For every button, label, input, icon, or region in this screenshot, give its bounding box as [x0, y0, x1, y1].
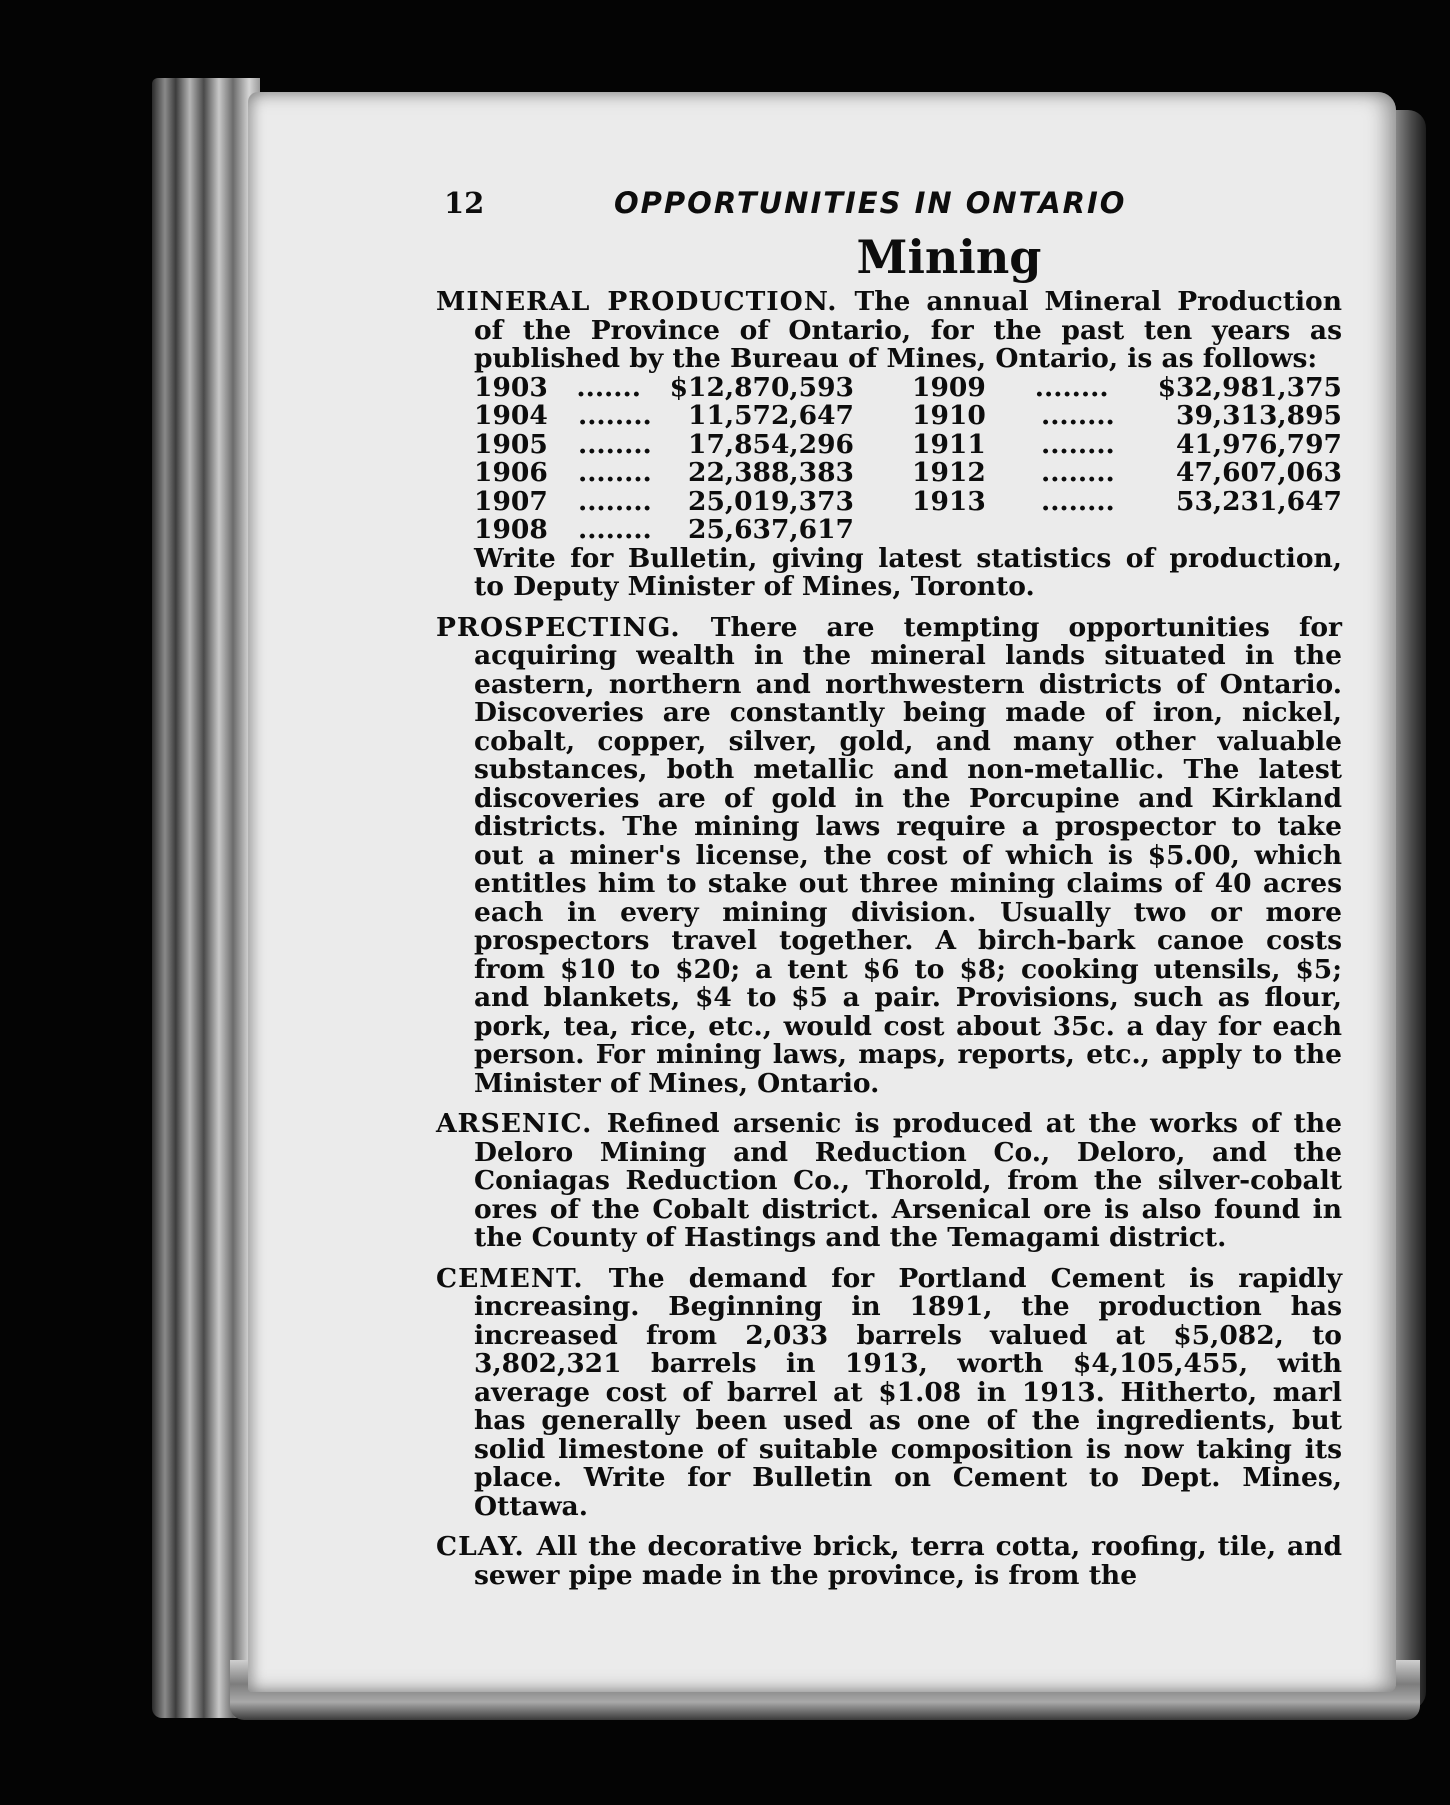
table-amount: $32,981,375	[1157, 371, 1342, 403]
production-table	[474, 371, 1342, 545]
mineral-production-footer: Write for Bulletin, giving latest statistics of production, to Deputy Minister of Mines, Toronto.	[474, 542, 1342, 602]
table-year: 1903	[474, 371, 548, 403]
table-amount: 47,607,063	[1176, 457, 1342, 488]
arsenic-text: Refined arsenic is produced at the works of the Deloro Mining and Reduction Co., Deloro, and the Coniagas Reduction Co., Thorold, from the silver-cobalt ores of the Cobalt district. Arsenical ore is also found in the County of Hastings and the Temagami district.	[474, 1108, 1342, 1253]
table-year: 1912	[912, 457, 986, 488]
table-row	[474, 485, 854, 517]
table-year: 1905	[474, 428, 548, 460]
table-row	[912, 428, 1342, 460]
table-row	[474, 516, 854, 545]
table-year: 1904	[474, 400, 548, 431]
table-row	[474, 459, 854, 488]
table-leader: ........	[577, 514, 652, 545]
table-row	[912, 485, 1342, 517]
table-amount: 25,637,617	[688, 514, 854, 545]
table-row	[912, 459, 1342, 488]
table-amount: 25,019,373	[688, 485, 854, 517]
mineral-production-text: The annual Mineral Production of the Province of Ontario, for the past ten years as published by the Bureau of Mines, Ontario, is as follows:	[474, 286, 1342, 374]
table-amount: 53,231,647	[1176, 485, 1342, 517]
cement-text: The demand for Portland Cement is rapidly increasing. Beginning in 1891, the production has increased from 2,033 barrels valued at $5,082, to 3,802,321 barrels in 1913, worth $4,105,455, with average cost of barrel at $1.08 in 1913. Hitherto, marl has generally been used as one of the ingredients, but solid limestone of suitable composition is now taking its place. Write for Bulletin on Cement to Dept. Mines, Ottawa.	[474, 1262, 1342, 1522]
table-leader: ........	[577, 485, 652, 517]
clay-text: All the decorative brick, terra cotta, roofing, tile, and sewer pipe made in the province, is from the	[474, 1531, 1342, 1591]
table-amount: 17,854,296	[688, 428, 854, 460]
running-head-title: OPPORTUNITIES IN ONTARIO	[614, 186, 1127, 220]
table-row	[474, 428, 854, 460]
arsenic-heading: ARSENIC.	[436, 1108, 607, 1139]
cement-entry	[436, 1262, 1342, 1522]
table-leader: ........	[1040, 457, 1115, 488]
table-amount: 39,313,895	[1176, 400, 1342, 431]
section-title: Mining	[856, 230, 1042, 284]
cement-heading: CEMENT.	[436, 1262, 609, 1294]
table-year: 1911	[912, 428, 986, 460]
prospecting-text: There are tempting opportunities for acquiring wealth in the mineral lands situated in the eastern, northern and northwestern districts of Ontario. Discoveries are constantly being made of iron, nickel, cobalt, copper, silver, gold, and many other valuable substances, both metallic and non-metallic. The latest discoveries are of gold in the Porcupine and Kirkland districts. The mining laws require a prospector to take out a miner's license, the cost of which is $5.00, which entitles him to stake out three mining claims of 40 acres each in every mining division. Usually two or more prospectors travel together. A birch-bark canoe costs from $10 to $20; a tent $6 to $8; cooking utensils, $5; and blankets, $4 to $5 a pair. Provisions, such as flour, pork, tea, rice, etc., would cost about 35c. a day for each person. For mining laws, maps, reports, etc., apply to the Minister of Mines, Ontario.	[474, 611, 1342, 1099]
table-leader: .......	[576, 371, 641, 403]
table-year: 1910	[912, 400, 986, 431]
table-leader: ........	[1040, 485, 1115, 517]
table-row	[474, 402, 854, 431]
table-year: 1906	[474, 457, 548, 488]
clay-entry	[436, 1533, 1342, 1590]
arsenic-entry	[436, 1110, 1342, 1253]
table-year: 1907	[474, 485, 548, 517]
table-amount: $12,870,593	[669, 371, 854, 403]
mineral-production-entry	[436, 288, 1342, 374]
page-number: 12	[444, 186, 485, 220]
running-head	[436, 176, 1342, 226]
production-table-left-column	[474, 371, 854, 545]
prospecting-entry	[436, 611, 1342, 1099]
table-year: 1909	[912, 371, 986, 403]
table-leader: ........	[1040, 400, 1115, 431]
page-content	[436, 176, 1342, 1602]
table-leader: ........	[577, 457, 652, 488]
table-amount: 11,572,647	[688, 400, 854, 431]
table-leader: ........	[577, 428, 652, 460]
production-table-right-column	[884, 371, 1342, 545]
table-amount: 22,388,383	[688, 457, 854, 488]
prospecting-heading: PROSPECTING.	[436, 611, 711, 643]
book-page-edges-left	[152, 78, 260, 1718]
table-year: 1913	[912, 485, 986, 517]
table-row	[912, 402, 1342, 431]
clay-heading: CLAY.	[436, 1531, 537, 1562]
table-leader: ........	[1040, 428, 1115, 460]
table-leader: ........	[577, 400, 652, 431]
table-row	[912, 371, 1342, 403]
table-leader: ........	[1034, 371, 1109, 403]
table-amount: 41,976,797	[1176, 428, 1342, 460]
table-row	[474, 371, 854, 403]
mineral-production-heading: MINERAL PRODUCTION.	[436, 286, 855, 317]
table-year: 1908	[474, 514, 548, 545]
